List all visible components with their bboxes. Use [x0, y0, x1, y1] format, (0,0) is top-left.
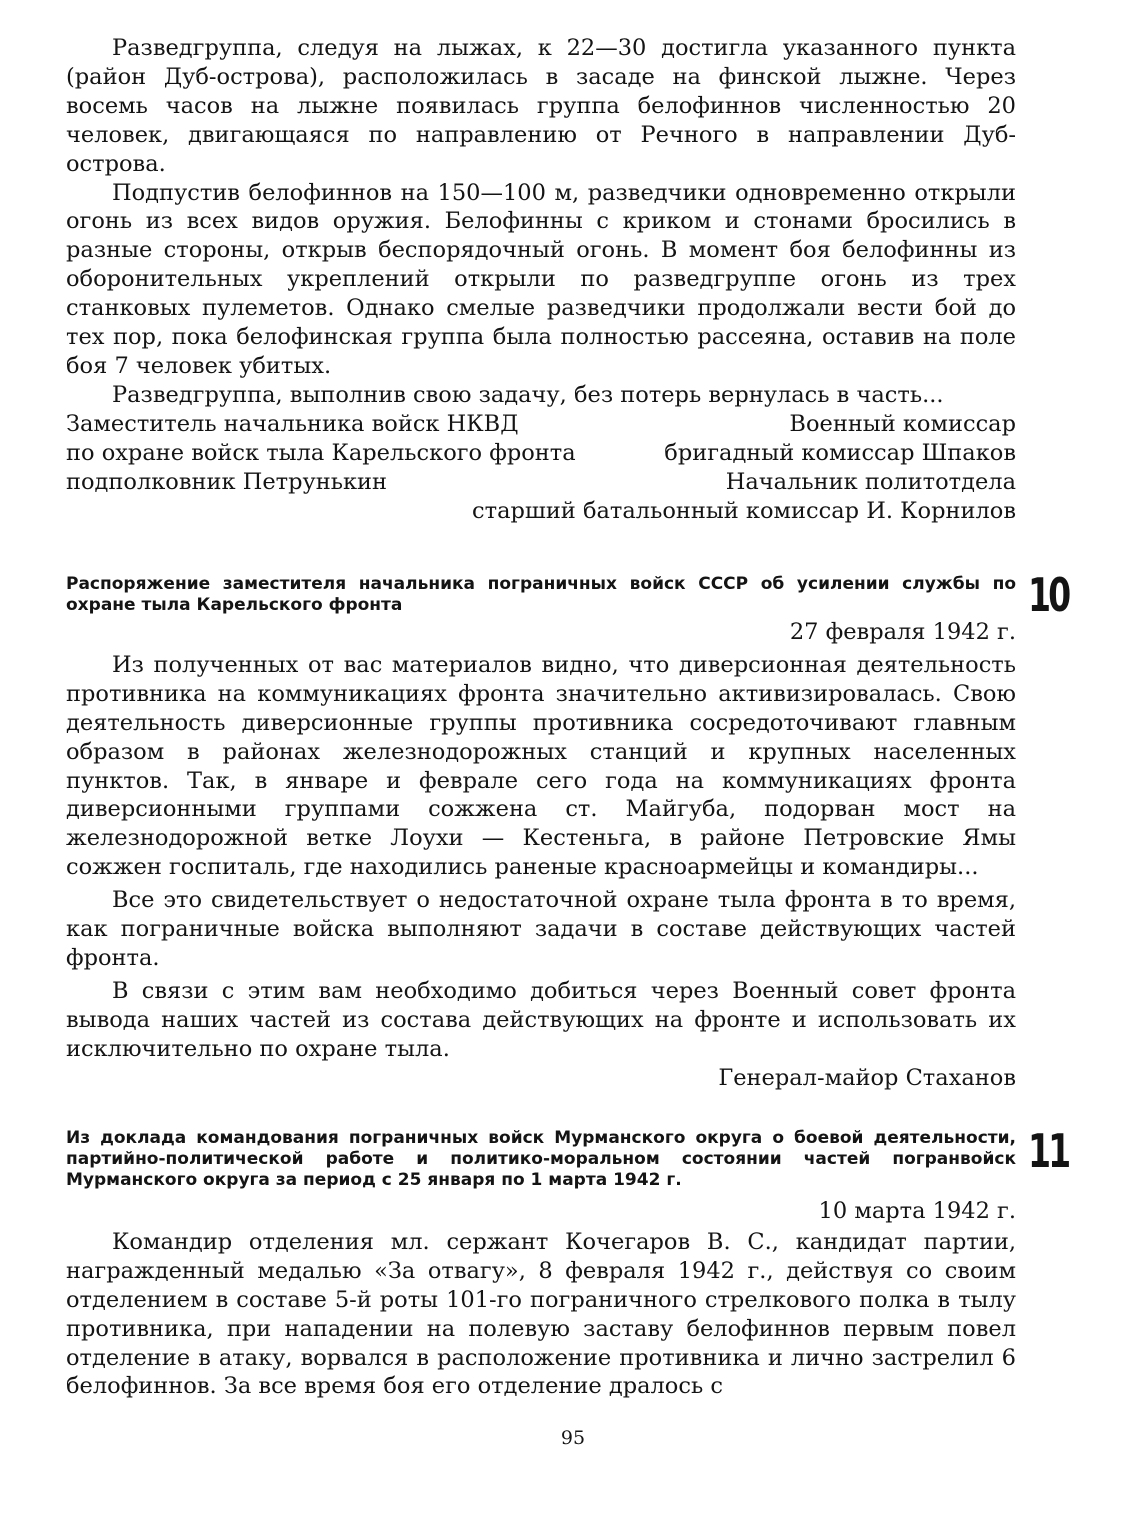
paragraph: Командир отделения мл. сержант Кочегаров В. С., кандидат партии, награжденный медалью «За отвагу», 8 февраля 1942 г., действуя со своим отделением в составе 5-й роты 101-го пограничного стрелкового полка в тылу противника, при нападении на полевую заставу белофиннов первым повел отделение в атаку, ворвался в расположение противника и лично застрелил 6 белофиннов. За все время боя его отделение дралось с	[66, 1228, 1016, 1400]
paragraph: Разведгруппа, следуя на лыжах, к 22—30 достигла указанного пункта (район Дуб-острова), расположилась в засаде на финской лыжне. Через восемь часов на лыжне появилась группа белофиннов численностью 20 человек, двигающаяся по направлению от Речного в направлении Дуб-острова.	[66, 35, 1016, 177]
paragraph: В связи с этим вам необходимо добиться через Военный совет фронта вывода наших частей из состава действующих на фронте и использовать их исключительно по охране тыла.	[66, 977, 1016, 1062]
signature-left-line: Заместитель начальника войск НКВД	[66, 410, 519, 437]
signature: Генерал-майор Стаханов	[718, 1064, 1016, 1091]
page-number: 95	[560, 1427, 586, 1449]
document-10	[66, 574, 1016, 1093]
document-title: Распоряжение заместителя начальника пограничных войск СССР об усилении службы по охране тыла Карельского фронта	[66, 574, 1016, 615]
section-top	[66, 34, 1016, 525]
signature-right-line: бригадный комиссар Шпаков	[664, 439, 1016, 466]
document-date: 27 февраля 1942 г.	[789, 619, 1016, 645]
signature-left-line: по охране войск тыла Карельского фронта	[66, 439, 576, 466]
signature-left-line: подполковник Петрунькин	[66, 468, 388, 495]
document-number: 10	[1028, 568, 1069, 622]
document-11	[66, 1128, 1016, 1401]
signature-block	[66, 410, 1016, 526]
paragraph: Подпустив белофиннов на 150—100 м, разведчики одновременно открыли огонь из всех видов оружия. Белофинны с криком и стонами бросились в разные стороны, открыв беспорядочный огонь. В момент боя белофинны из оборонительных укреплений открыли по разведгруппе огонь из трех станковых пулеметов. Однако смелые разведчики продолжали вести бой до тех пор, пока белофинская группа была полностью рассеяна, оставив на поле боя 7 человек убитых.	[66, 179, 1016, 379]
paragraph: Из полученных от вас материалов видно, что диверсионная деятельность противника на коммуникациях фронта значительно активизировалась. Свою деятельность диверсионные группы противника сосредоточивают главным образом в районах железнодорожных станций и крупных населенных пунктов. Так, в январе и феврале сего года на коммуникациях фронта диверсионными группами сожжена ст. Майгуба, подорван мост на железнодорожной ветке Лоухи — Кестеньга, в районе Петровские Ямы сожжен госпиталь, где находились раненые красноармейцы и командиры...	[66, 651, 1016, 881]
paragraph: Разведгруппа, выполнив свою задачу, без потерь вернулась в часть...	[112, 381, 944, 408]
document-date: 10 марта 1942 г.	[818, 1198, 1016, 1224]
signature-right-line: Военный комиссар	[789, 410, 1016, 437]
signature-right-line: старший батальонный комиссар И. Корнилов	[472, 497, 1016, 524]
signature-right-line: Начальник политотдела	[725, 468, 1016, 495]
document-title: Из доклада командования пограничных войск Мурманского округа о боевой деятельности, партийно-политической работе и политико-моральном состоянии частей погранвойск Мурманского округа за период с 25 января по 1 марта 1942 г.	[66, 1128, 1016, 1190]
paragraph: Все это свидетельствует о недостаточной охране тыла фронта в то время, как пограничные войска выполняют задачи в составе действующих частей фронта.	[66, 887, 1016, 971]
document-number: 11	[1028, 1124, 1069, 1178]
